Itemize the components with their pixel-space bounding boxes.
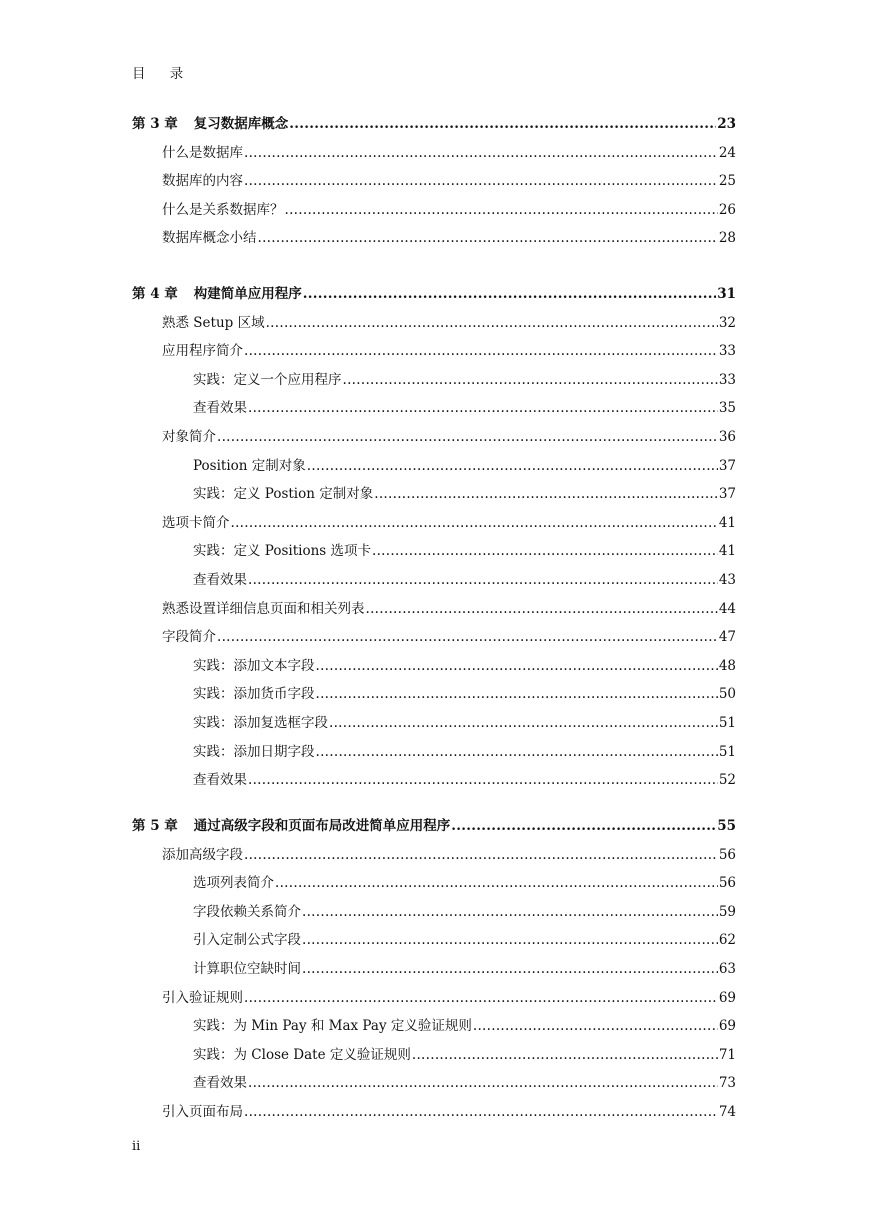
entry-title: 熟悉设置详细信息页面和相关列表 (162, 600, 365, 617)
chapter-title: 通过高级字段和页面布局改进简单应用程序 (193, 818, 451, 834)
toc-entry-row[interactable] (193, 959, 736, 979)
page-ref: 47 (718, 629, 736, 646)
entry-title: 实践：定义 Postion 定制对象 (193, 486, 374, 503)
dot-leader (316, 656, 718, 676)
entry-title: 数据库概念小结 (162, 230, 257, 247)
toc-entry-row[interactable] (162, 513, 736, 533)
toc-entry-row[interactable] (193, 370, 736, 390)
toc-entry-row[interactable] (193, 713, 736, 733)
toc-entry-row[interactable] (193, 873, 736, 893)
toc-chapter-row[interactable] (132, 114, 736, 134)
entry-title: 选项卡简介 (162, 514, 230, 531)
page-ref: 33 (718, 343, 736, 360)
entry-title: 查看效果 (193, 1075, 247, 1092)
toc-entry-row[interactable] (162, 228, 736, 248)
page-ref: 63 (718, 961, 736, 977)
toc-entry-row[interactable] (193, 656, 736, 676)
dot-leader (248, 570, 718, 590)
dot-leader (451, 816, 716, 836)
chapter-number: 第 3 章 (132, 116, 178, 132)
page-ref: 23 (717, 116, 736, 132)
dot-leader (316, 684, 718, 704)
entry-title: 什么是关系数据库？ (162, 201, 284, 218)
toc-entry-row[interactable] (162, 627, 736, 647)
dot-leader (244, 143, 718, 163)
page-ref: 73 (718, 1075, 736, 1092)
dot-leader (302, 902, 718, 922)
dot-leader (266, 313, 718, 333)
dot-leader (302, 930, 718, 950)
toc-entry-row[interactable] (162, 200, 736, 220)
toc-entry-row[interactable] (193, 684, 736, 704)
toc-chapter-row[interactable] (132, 284, 736, 304)
dot-leader (231, 513, 718, 533)
toc-entry-row[interactable] (162, 845, 736, 865)
entry-title: 实践：添加日期字段 (193, 743, 315, 760)
page-ref: 52 (718, 772, 736, 789)
page-ref: 71 (718, 1046, 736, 1063)
dot-leader (343, 370, 718, 390)
page-ref: 33 (718, 371, 736, 388)
toc-entry-row[interactable] (193, 570, 736, 590)
entry-title: 对象简介 (162, 429, 216, 445)
toc-entry-row[interactable] (193, 456, 736, 476)
dot-leader (374, 484, 718, 504)
toc-entry-row[interactable] (162, 599, 736, 619)
entry-title: 引入定制公式字段 (193, 932, 301, 949)
dot-leader (217, 627, 718, 647)
page-ref: 41 (718, 514, 736, 531)
page-ref: 31 (717, 286, 736, 302)
toc-entry-row[interactable] (193, 398, 736, 418)
toc-entry-row[interactable] (162, 143, 736, 163)
page-ref: 36 (718, 429, 736, 445)
page-ref: 37 (718, 486, 736, 503)
dot-leader (244, 988, 718, 1008)
toc-entry-row[interactable] (193, 541, 736, 561)
page-ref: 69 (718, 989, 736, 1006)
toc-entry-row[interactable] (162, 988, 736, 1008)
entry-title: 应用程序简介 (162, 343, 243, 360)
page-ref: 56 (718, 846, 736, 863)
dot-leader (412, 1045, 718, 1065)
toc-entry-row[interactable] (193, 770, 736, 790)
page-ref: 69 (718, 1018, 736, 1035)
dot-leader (244, 845, 718, 865)
dot-leader (302, 959, 718, 979)
entry-title: 实践：定义 Positions 选项卡 (193, 543, 371, 560)
page-ref: 41 (718, 543, 736, 560)
entry-title: 实践：为 Close Date 定义验证规则 (193, 1046, 411, 1063)
dot-leader (244, 341, 718, 361)
chapter-title: 复习数据库概念 (193, 116, 289, 132)
toc-entry-row[interactable] (193, 1073, 736, 1093)
page-ref: 50 (718, 686, 736, 703)
page-ref: 35 (718, 400, 736, 417)
entry-title: 引入页面布局 (162, 1104, 243, 1120)
entry-title: 查看效果 (193, 400, 247, 417)
dot-leader (244, 1102, 718, 1122)
page-ref: 48 (718, 657, 736, 674)
chapter-title: 构建简单应用程序 (193, 286, 302, 302)
toc-entry-row[interactable] (193, 742, 736, 762)
dot-leader (307, 456, 718, 476)
page-ref: 32 (718, 314, 736, 331)
page-ref: 26 (718, 201, 736, 218)
entry-title: 熟悉 Setup 区域 (162, 314, 265, 331)
page-ref: 55 (717, 818, 736, 834)
entry-title: 实践：为 Min Pay 和 Max Pay 定义验证规则 (193, 1018, 472, 1035)
running-header: 目 录 (132, 66, 194, 82)
page-ref: 74 (718, 1104, 736, 1120)
chapter-number: 第 4 章 (132, 286, 178, 302)
page-ref: 24 (718, 144, 736, 161)
dot-leader (248, 398, 718, 418)
entry-title: 实践：添加复选框字段 (193, 715, 328, 731)
dot-leader (285, 200, 718, 220)
entry-title: 查看效果 (193, 772, 247, 789)
entry-title: 字段依赖关系简介 (193, 903, 301, 920)
page-ref: 37 (718, 457, 736, 474)
dot-leader (372, 541, 718, 561)
page-ref: 44 (718, 600, 736, 617)
toc-entry-row[interactable] (193, 484, 736, 504)
dot-leader (473, 1016, 718, 1036)
entry-title: 实践：定义一个应用程序 (193, 371, 342, 388)
chapter-number: 第 5 章 (132, 818, 178, 834)
page-ref: 25 (718, 173, 736, 190)
entry-title: 实践：添加货币字段 (193, 686, 315, 703)
page-ref: 43 (718, 572, 736, 588)
entry-title: 引入验证规则 (162, 989, 243, 1006)
toc-entry-row[interactable] (193, 902, 736, 922)
dot-leader (258, 228, 718, 248)
dot-leader (303, 284, 716, 304)
page-ref: 62 (718, 932, 736, 949)
entry-title: 选项列表简介 (193, 875, 274, 892)
toc-entry-row[interactable] (193, 1045, 736, 1065)
entry-title: 添加高级字段 (162, 846, 243, 863)
toc-entry-row[interactable] (193, 930, 736, 950)
page-ref: 51 (718, 715, 736, 731)
dot-leader (289, 114, 716, 134)
page-number: ii (132, 1139, 141, 1154)
entry-title: 什么是数据库 (162, 144, 243, 161)
toc-entry-row[interactable] (162, 427, 736, 447)
entry-title: 计算职位空缺时间 (193, 961, 301, 977)
page-ref: 51 (718, 743, 736, 760)
page-ref: 56 (718, 875, 736, 892)
dot-leader (248, 770, 718, 790)
toc-entry-row[interactable] (162, 341, 736, 361)
toc-entry-row[interactable] (162, 313, 736, 333)
dot-leader (366, 599, 718, 619)
toc-entry-row[interactable] (193, 1016, 736, 1036)
dot-leader (316, 742, 718, 762)
entry-title: 数据库的内容 (162, 173, 243, 190)
dot-leader (248, 1073, 718, 1093)
entry-title: 字段简介 (162, 629, 216, 646)
entry-title: 实践：添加文本字段 (193, 657, 315, 674)
page-ref: 28 (718, 230, 736, 247)
page-ref: 59 (718, 903, 736, 920)
dot-leader (275, 873, 718, 893)
entry-title: 查看效果 (193, 572, 247, 588)
toc-entry-row[interactable] (162, 171, 736, 191)
toc-chapter-row[interactable] (132, 816, 736, 836)
entry-title: Position 定制对象 (193, 457, 306, 474)
toc-entry-row[interactable] (162, 1102, 736, 1122)
dot-leader (329, 713, 718, 733)
dot-leader (217, 427, 718, 447)
dot-leader (244, 171, 718, 191)
